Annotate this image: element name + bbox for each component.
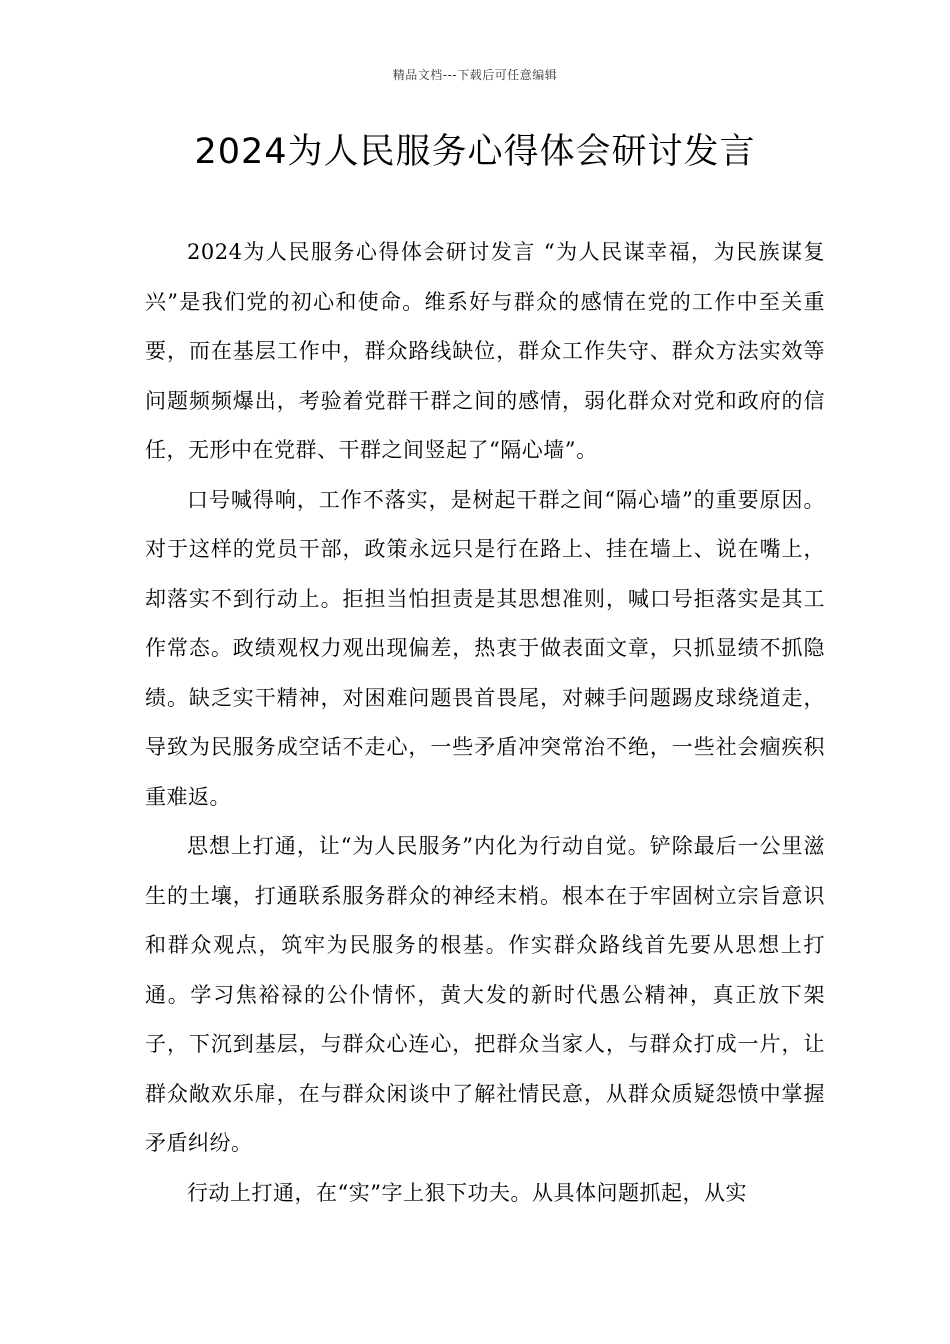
paragraph-1: 2024为人民服务心得体会研讨发言 “为人民谋幸福，为民族谋复兴”是我们党的初心和使命。维系好与群众的感情在党的工作中至关重要，而在基层工作中，群众路线缺位，群众工作失守、群众方法实效等问题频频爆出，考验着党群干群之间的感情，弱化群众对党和政府的信任，无形中在党群、干群之间竖起了“隔心墙”。 [145,240,825,462]
paragraph-4: 行动上打通，在“实”字上狠下功夫。从具体问题抓起，从实 [187,1180,747,1205]
document-body [145,228,825,1218]
paragraph-2: 口号喊得响，工作不落实，是树起干群之间“隔心墙”的重要原因。对于这样的党员干部，政策永远只是行在路上、挂在墙上、说在嘴上，却落实不到行动上。拒担当怕担责是其思想准则，喊口号拒落实是其工作常态。政绩观权力观出现偏差，热衷于做表面文章，只抓显绩不抓隐绩。缺乏实干精神，对困难问题畏首畏尾，对棘手问题踢皮球绕道走，导致为民服务成空话不走心，一些矛盾冲突常治不绝，一些社会痼疾积重难返。 [145,487,825,809]
header-note: 精品文档---下载后可任意编辑 [392,68,558,82]
document-title: 2024为人民服务心得体会研讨发言 [194,132,756,172]
paragraph-3: 思想上打通，让“为人民服务”内化为行动自觉。铲除最后一公里滋生的土壤，打通联系服务群众的神经末梢。根本在于牢固树立宗旨意识和群众观点，筑牢为民服务的根基。作实群众路线首先要从思想上打通。学习焦裕禄的公仆情怀，黄大发的新时代愚公精神，真正放下架子，下沉到基层，与群众心连心，把群众当家人，与群众打成一片，让群众敞欢乐扉，在与群众闲谈中了解社情民意，从群众质疑怨愤中掌握矛盾纠纷。 [145,834,825,1155]
